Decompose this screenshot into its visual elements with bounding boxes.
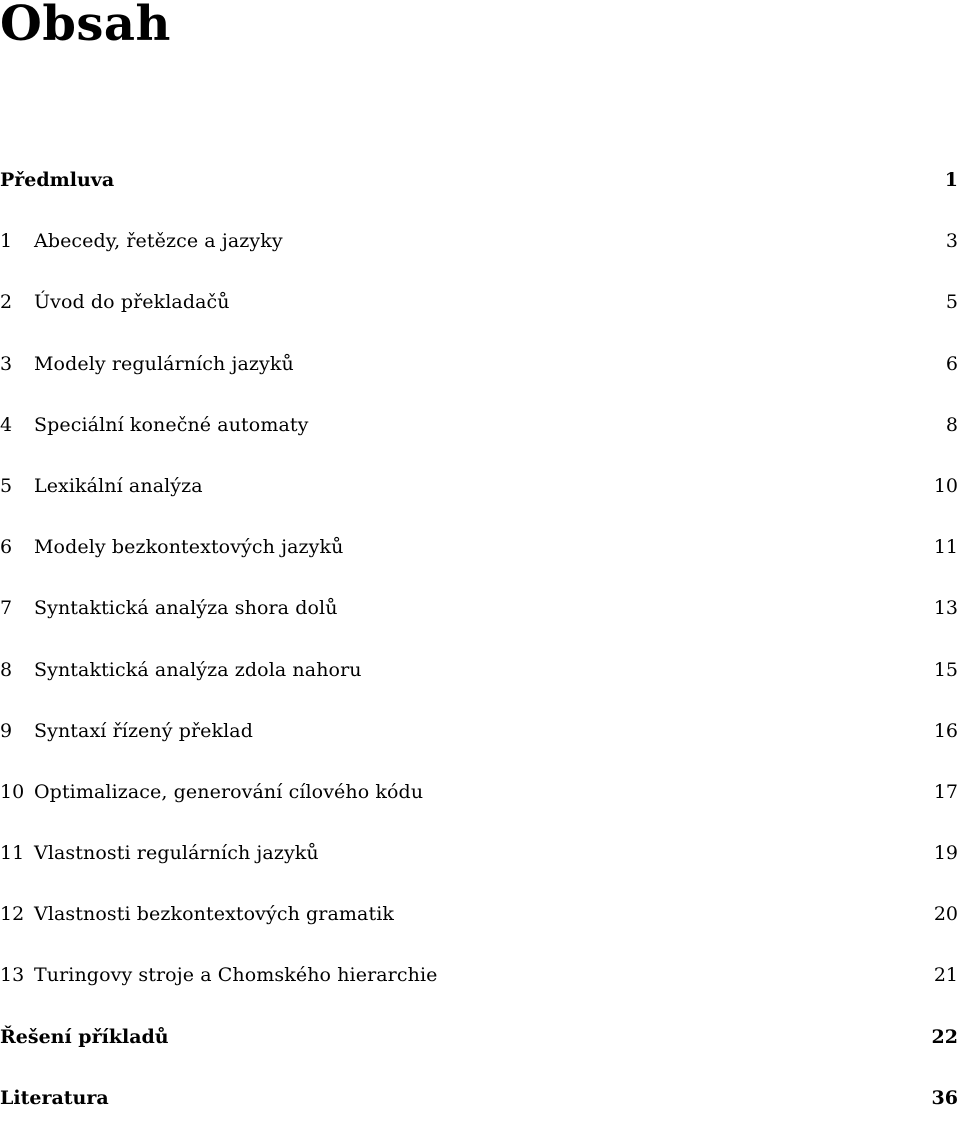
toc-entry-title: Abecedy, řetězce a jazyky [34,230,283,253]
toc-entry-number: 7 [0,597,13,620]
toc-entry-number: 12 [0,903,25,926]
toc-entry-chapter-5[interactable] [0,468,958,529]
toc-entry-title: Modely bezkontextových jazyků [34,536,344,559]
toc-entry-title: Speciální konečné automaty [34,413,309,436]
toc-entry-reseni-prikladu[interactable] [0,1019,958,1080]
toc-entry-chapter-8[interactable] [0,652,958,713]
page-title: Obsah [0,0,171,52]
toc-entry-page: 20 [933,903,958,926]
toc-entry-title: Syntaxí řízený překlad [34,719,253,742]
toc-entry-number: 11 [0,842,25,865]
toc-entry-number: 10 [0,780,25,803]
toc-entry-chapter-9[interactable] [0,713,958,774]
toc-entry-page: 17 [933,780,958,803]
toc-entry-page: 3 [945,230,958,253]
toc-entry-chapter-12[interactable] [0,896,958,957]
toc-entry-page: 36 [931,1086,958,1109]
toc-entry-title: Optimalizace, generování cílového kódu [34,780,424,803]
toc-entry-number: 6 [0,536,13,559]
toc-entry-number: 2 [0,291,13,314]
toc-entry-number: 3 [0,352,13,375]
table-of-contents [0,162,958,1141]
toc-entry-predmluva[interactable] [0,162,958,223]
toc-entry-page: 5 [945,291,958,314]
toc-entry-page: 13 [933,597,958,620]
toc-entry-page: 11 [933,536,958,559]
toc-entry-chapter-1[interactable] [0,223,958,284]
toc-entry-chapter-10[interactable] [0,774,958,835]
toc-entry-chapter-6[interactable] [0,529,958,590]
toc-entry-page: 16 [933,719,958,742]
toc-entry-title: Literatura [0,1086,109,1109]
toc-entry-title: Modely regulárních jazyků [34,352,294,375]
toc-entry-chapter-7[interactable] [0,590,958,651]
toc-entry-literatura[interactable] [0,1080,958,1141]
toc-entry-title: Vlastnosti regulárních jazyků [34,842,319,865]
toc-entry-number: 9 [0,719,13,742]
toc-entry-title: Syntaktická analýza shora dolů [34,597,338,620]
toc-entry-page: 19 [933,842,958,865]
toc-entry-chapter-3[interactable] [0,346,958,407]
toc-entry-page: 10 [933,474,958,497]
toc-entry-chapter-2[interactable] [0,284,958,345]
toc-entry-chapter-13[interactable] [0,957,958,1018]
toc-entry-title: Syntaktická analýza zdola nahoru [34,658,362,681]
toc-entry-number: 8 [0,658,13,681]
toc-entry-page: 8 [945,413,958,436]
toc-entry-title: Lexikální analýza [34,474,203,497]
toc-entry-number: 1 [0,230,13,253]
toc-entry-chapter-4[interactable] [0,407,958,468]
toc-entry-number: 4 [0,413,13,436]
toc-entry-title: Turingovy stroje a Chomského hierarchie [34,964,438,987]
toc-entry-title: Vlastnosti bezkontextových gramatik [34,903,394,926]
toc-entry-number: 5 [0,474,13,497]
toc-entry-page: 15 [933,658,958,681]
toc-entry-page: 22 [931,1025,958,1048]
toc-entry-title: Úvod do překladačů [34,291,230,314]
toc-entry-title: Řešení příkladů [0,1025,169,1048]
toc-entry-page: 21 [933,964,958,987]
toc-entry-page: 6 [945,352,958,375]
toc-entry-page: 1 [944,169,958,191]
toc-entry-chapter-11[interactable] [0,835,958,896]
toc-entry-number: 13 [0,964,25,987]
toc-entry-title: Předmluva [0,169,115,191]
